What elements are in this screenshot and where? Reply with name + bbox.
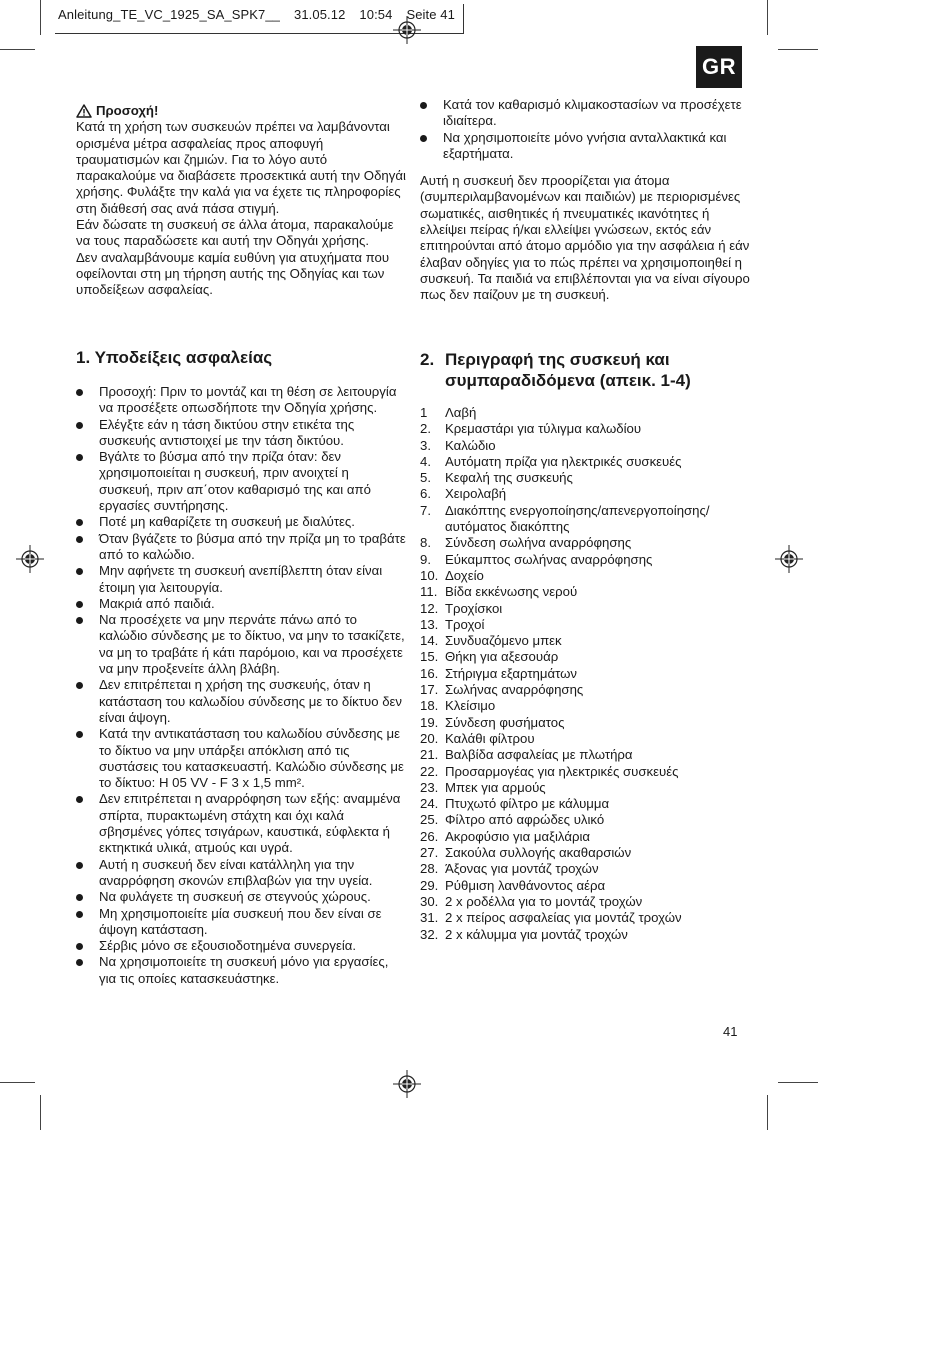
warning-heading [76,103,406,119]
list-item: 29. Ρύθμιση λανθάνοντος αέρα [420,877,606,893]
list-item: 11. Βίδα εκκένωσης νερού [420,584,578,600]
list-item: Δεν επιτρέπεται η χρήση της συσκευής, όταν η κατάσταση του καλωδίου σύνδεσης με το δίκτυο δεν είναι άψογη. [76,677,406,726]
list-item: Όταν βγάζετε το βύσμα από την πρίζα μη το τραβάτε από το καλώδιο. [76,531,406,564]
warning-block [76,103,406,299]
list-item: Αυτή η συσκευή δεν είναι κατάλληλη για την αναρρόφηση σκονών επιβλαβών για την υγεία. [76,857,406,890]
warning-paragraph: Κατά τη χρήση των συσκευών πρέπει να λαμβάνονται ορισμένα μέτρα ασφαλείας προς αποφυγή τραυματισμών και ζημιών. Για το λόγο αυτό παρακαλούμε να διαβάσετε προσεκτικά αυτή την Οδηγάι χρήσης. Φυλάξτε την καλά για να έχετε τις πληροφορίες στη διάθεσή σας ανά πάσα στιγμή. [76,119,406,216]
right-top-block [420,97,750,304]
crop-mark-top-right-v [767,0,768,35]
list-item: 2. Κρεμαστάρι για τύλιγμα καλωδίου [420,421,642,437]
list-item: 20. Καλάθι φίλτρου [420,730,535,746]
parts-list [420,405,750,943]
registration-mark-right [775,545,803,573]
list-item: 7. Διακόπτης ενεργοποίησης/απενεργοποίησης/αυτόματος διακόπτης [420,502,710,535]
list-item: 17. Σωλήνας αναρρόφησης [420,682,584,698]
section-2-title-line1: Περιγραφή της συσκευή και [445,350,670,369]
list-item: 3. Καλώδιο [420,437,496,453]
list-item: 26. Ακροφύσιο για μαξιλάρια [420,828,590,844]
list-item: Κατά την αντικατάσταση του καλωδίου σύνδεσης με το δίκτυο να μην υπάρξει απόκλιση από τις συστάσεις του κατασκευαστή. Καλώδιο σύνδεσης με το δίκτυο: H 05 VV - F 3 x 1,5 mm². [76,726,406,791]
list-item: 25. Φίλτρο από αφρώδες υλικό [420,812,605,828]
list-item: 4. Αυτόματη πρίζα για ηλεκτρικές συσκευές [420,453,682,469]
list-item: Μη χρησιμοποιείτε μία συσκευή που δεν είναι σε άψογη κατάσταση. [76,906,406,939]
crop-mark-top-left-v [40,0,41,35]
list-item: Να χρησιμοποιείτε τη συσκευή μόνο για εργασίες, για τις οποίες κατασκευάστηκε. [76,954,406,987]
list-item: 30. 2 x ροδέλλα για το μοντάζ τροχών [420,893,643,909]
crop-mark-bottom-right-h [778,1082,818,1083]
list-item: 27. Σακούλα συλλογής ακαθαρσιών [420,845,632,861]
list-item: Μακριά από παιδιά. [76,596,406,612]
list-item: Βγάλτε το βύσμα από την πρίζα όταν: δεν χρησιμοποιείται η συσκευή, πριν ανοιχτεί η συσκευή, πριν απ΄οτον καθαρισμό της και από εργασίες συντήρησης. [76,449,406,514]
warning-triangle-icon [76,104,92,118]
registration-mark-left [16,545,44,573]
section-1-heading: 1. Υποδείξεις ασφαλείας [76,348,273,367]
list-item: Μην αφήνετε τη συσκευή ανεπίβλεπτη όταν είναι έτοιμη για λειτουργία. [76,563,406,596]
warning-title: Προσοχή! [96,103,159,118]
page-number: 41 [723,1024,738,1039]
list-item: 31. 2 x πείρος ασφαλείας για μοντάζ τροχών [420,910,682,926]
crop-mark-bottom-left-v [40,1095,41,1130]
slug-filename: Anleitung_TE_VC_1925_SA_SPK7__ [58,7,280,22]
safety-section [76,347,406,987]
children-notice: Αυτή η συσκευή δεν προορίζεται για άτομα (συμπεριλαμβανομένων και παιδιών) με περιορισμένες σωματικές, αισθητικές ή πνευματικές ικανότητες ή ελλείψει πείρας ή/και ελλείψει γνώσεων, εκτός εάν επιτηρούνται από άτομο αρμόδιο για την ασφάλεια ή εάν έλαβαν οδηγίες για το πώς πρέπει να χρησιμοποιηθεί η συσκευή. Τα παιδιά να επιβλέπονται για να είναι σίγουρο πως δεν παίζουν με τη συσκευή. [420,173,750,303]
registration-mark-top [393,16,421,44]
crop-mark-bottom-left-h [0,1082,35,1083]
list-item: 15. Θήκη για αξεσουάρ [420,649,559,665]
list-item: 24. Πτυχωτό φίλτρο με κάλυμμα [420,796,610,812]
list-item: 9. Εύκαμπτος σωλήνας αναρρόφησης [420,551,653,567]
list-item: 5. Κεφαλή της συσκευής [420,470,573,486]
slug-time: 10:54 [359,7,393,22]
safety-list [76,384,406,987]
section-2-number: 2. [420,350,435,369]
section-2-heading [420,349,750,391]
slug-date: 31.05.12 [294,7,346,22]
slug-page: Seite 41 [406,7,455,22]
list-item: Δεν επιτρέπεται η αναρρόφηση των εξής: αναμμένα σπίρτα, πυρακτωμένη στάχτη και όχι καλά σβησμένες γόπες τσιγάρων, καυστικά, εύφλεκτα ή εκτηκτικά υλικά, ατμούς και υγρά. [76,791,406,856]
list-item: Κατά τον καθαρισμό κλιμακοστασίων να προσέχετε ιδιαίτερα. [420,97,750,130]
warning-paragraph: Δεν αναλαμβάνουμε καμία ευθύνη για ατυχήματα που οφείλονται στη μη τήρηση αυτής της Οδηγίας και των υποδείξεων ασφαλείας. [76,249,390,298]
list-item: 1 Λαβή [420,405,477,420]
list-item: 6. Χειρολαβή [420,486,507,502]
list-item: Σέρβις μόνο σε εξουσιοδοτημένα συνεργεία. [76,938,406,954]
list-item: 14. Συνδυαζόμενο μπεκ [420,633,562,649]
list-item: 32. 2 x κάλυμμα για μοντάζ τροχών [420,926,628,942]
crop-mark-top-left-h [0,49,35,50]
list-item: 16. Στήριγμα εξαρτημάτων [420,665,578,681]
list-item: 12. Τροχίσκοι [420,600,503,616]
list-item: 18. Κλείσιμο [420,698,496,714]
registration-mark-bottom [393,1070,421,1098]
section-2-title-line2: συμπαραδιδόμενα (απεικ. 1-4) [445,371,691,390]
crop-mark-bottom-right-v [767,1095,768,1130]
list-item: Να φυλάγετε τη συσκευή σε στεγνούς χώρους. [76,889,406,905]
list-item: Να χρησιμοποιείτε μόνο γνήσια ανταλλακτικά και εξαρτήματα. [420,130,750,163]
cleaning-list [420,97,750,162]
list-item: 21. Βαλβίδα ασφαλείας με πλωτήρα [420,747,633,763]
list-item: 28. Άξονας για μοντάζ τροχών [420,861,599,877]
warning-paragraph: Εάν δώσατε τη συσκευή σε άλλα άτομα, παρακαλούμε να τους παραδώσετε και αυτή την Οδηγάι χρήσης. [76,217,394,249]
list-item: Προσοχή: Πριν το μοντάζ και τη θέση σε λειτουργία να προσέξετε οπωσδήποτε την Οδηγία χρήσης. [76,384,406,417]
list-item: 19. Σύνδεση φυσήματος [420,714,565,730]
list-item: Ποτέ μη καθαρίζετε τη συσκευή με διαλύτες. [76,514,406,530]
list-item: 23. Μπεκ για αρμούς [420,779,546,795]
list-item: Ελέγξτε εάν η τάση δικτύου στην ετικέτα της συσκευής αντιστοιχεί με την τάση δικτύου. [76,417,406,450]
list-item: 22. Προσαρμογέας για ηλεκτρικές συσκευές [420,763,679,779]
list-item: Να προσέχετε να μην περνάτε πάνω από το καλώδιο σύνδεσης με το δίκτυο, να μην το τσακίζετε, να μη το τραβάτε ή κάτι παρόμοιο, και να προσέχετε να μην προξενείτε άλλη βλάβη. [76,612,406,677]
list-item: 13. Τροχοί [420,616,485,632]
list-item: 10. Δοχείο [420,567,484,583]
description-section [420,349,750,943]
list-item: 8. Σύνδεση σωλήνα αναρρόφησης [420,535,632,551]
crop-mark-top-right-h [778,49,818,50]
language-badge: GR [696,46,742,88]
